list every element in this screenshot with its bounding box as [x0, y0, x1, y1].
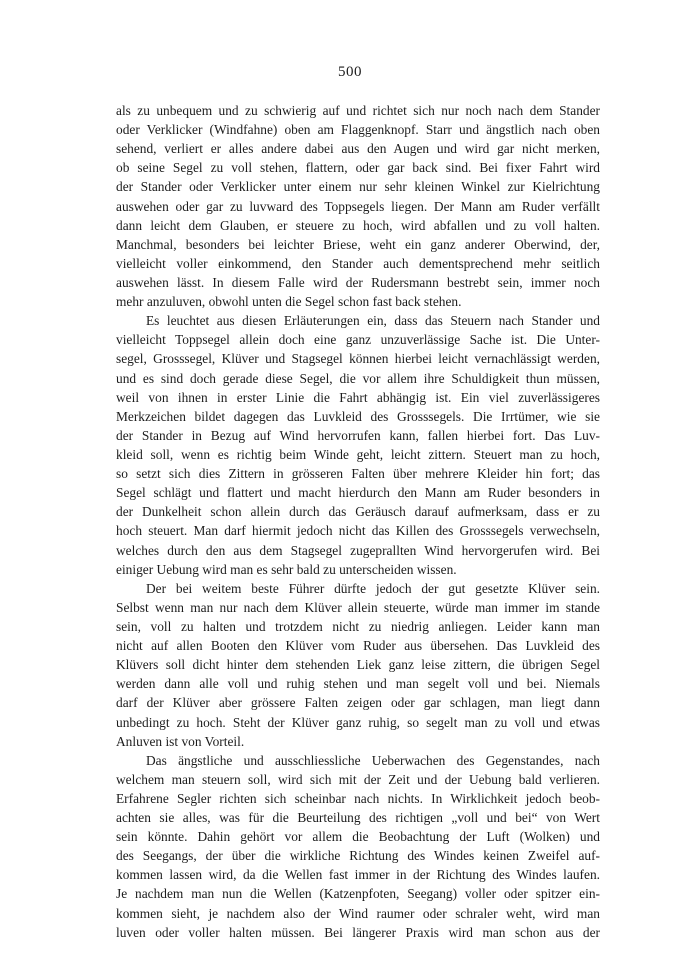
page-number: 500	[338, 64, 362, 80]
text-line: sein, voll zu halten und trotzdem nicht zu niedrig anliegen. Leider kann man	[116, 618, 600, 634]
text-line: luven oder voller halten müssen. Bei längerer Praxis wird man schon aus der	[116, 924, 600, 940]
text-line: Anluven ist von Vorteil.	[116, 733, 245, 749]
text-line: als zu unbequem und zu schwierig auf und richtet sich nur noch nach dem Stander	[116, 103, 600, 118]
text-line: Je nachdem man nun die Wellen (Katzenpfoten, Seegang) voller oder spitzer ein-	[116, 886, 600, 902]
paragraph	[116, 579, 600, 751]
text-line: des Seegangs, der über die wirkliche Richtung des Windes keinen Zweifel auf-	[116, 848, 600, 864]
text-line: mehr anzuluven, obwohl unten die Segel schon fast back stehen.	[116, 294, 462, 310]
text-line: welchem man steuern soll, wird sich mit der Zeit und der Uebung bald verlieren.	[116, 771, 600, 787]
text-line: Erfahrene Segler richten sich scheinbar nach nichts. In Wirklichkeit jedoch beob-	[116, 790, 600, 806]
text-line: der Dunkelheit schon allein durch das Geräusch darauf aufmerksam, dass er zu	[116, 504, 600, 520]
text-line: Das ängstliche und ausschliessliche Ueberwachen des Gegenstandes, nach	[146, 752, 600, 768]
text-line: Klüvers soll dicht hinter dem stehenden Liek ganz leise zittern, die übrigen Segel	[116, 657, 600, 673]
body-text	[116, 101, 600, 942]
text-line: welches durch den aus dem Stagsegel zugeprallten Wind hervorgerufen wird. Bei	[116, 542, 600, 558]
text-line: Selbst wenn man nur nach dem Klüver allein steuerte, würde man immer im stande	[116, 599, 600, 615]
text-line: weil von ihnen in erster Linie die Fahrt abhängig ist. Ein viel zuverlässigeres	[116, 389, 600, 405]
text-line: der Stander in Bezug auf Wind hervorrufen kann, fallen hierbei fort. Das Luv-	[116, 427, 600, 443]
paragraph	[116, 311, 600, 579]
text-line: hoch steuert. Man darf hiermit jedoch nicht das Killen des Grosssegels verwechseln,	[116, 523, 600, 539]
text-line: vielleicht Toppsegel allein doch eine ganz unzuverlässige Sache ist. Die Unter-	[116, 332, 600, 348]
text-line: auswehen lässt. In diesem Falle wird der Rudersmann bestrebt sein, immer noch	[116, 274, 600, 290]
text-line: achten sie alles, was für die Beurteilung des richtigen „voll und bei“ von Wert	[116, 810, 600, 826]
text-line: nicht auf allen Booten den Klüver vom Ruder aus übersehen. Das Luvkleid des	[116, 638, 600, 654]
text-line: ob seine Segel zu voll stehen, flattern, oder gar back sind. Bei fixer Fahrt wird	[116, 160, 600, 176]
text-line: sehend, verliert er alles andere dabei aus den Augen und wird gar nicht merken,	[116, 141, 600, 157]
text-line: sein könnte. Dahin gehört vor allem die Beobachtung der Luft (Wolken) und	[116, 829, 600, 845]
text-line: werden dann alle voll und ruhig stehen und man segelt voll und bei. Niemals	[116, 676, 600, 692]
text-line: auswehen oder gar zu luvward des Toppsegels liegen. Der Mann am Ruder verfällt	[116, 198, 600, 214]
text-line: Es leuchtet aus diesen Erläuterungen ein, dass das Steuern nach Stander und	[146, 313, 600, 329]
text-line: segel, Grosssegel, Klüver und Stagsegel können hierbei leicht vernachlässigt werden,	[116, 351, 600, 367]
text-line: oder Verklicker (Windfahne) oben am Flaggenknopf. Starr und ängstlich nach oben	[116, 122, 600, 138]
text-line: Merkzeichen bildet dagegen das Luvkleid des Grosssegels. Die Irrtümer, wie sie	[116, 408, 600, 424]
paragraph	[116, 751, 600, 942]
text-line: unbedingt zu hoch. Steht der Klüver ganz ruhig, so segelt man zu voll und etwas	[116, 714, 600, 730]
text-line: Segel schlägt und flattert und macht hierdurch den Mann am Ruder besonders in	[116, 485, 600, 501]
text-line: Manchmal, besonders bei leichter Briese, weht ein ganz anderer Oberwind, der,	[116, 236, 600, 252]
text-line: einiger Uebung wird man es sehr bald zu unterscheiden wissen.	[116, 561, 457, 577]
text-line: vielleicht voller einkommend, den Stander auch dementsprechend mehr seitlich	[116, 255, 600, 271]
text-line: kleid soll, wenn es richtig beim Winde geht, leicht zittern. Steuert man zu hoch,	[116, 446, 600, 462]
text-line: Der bei weitem beste Führer dürfte jedoch der gut gesetzte Klüver sein.	[146, 580, 600, 596]
text-line: dann leicht dem Glauben, er steuere zu hoch, wird abfallen und zu voll halten.	[116, 217, 600, 233]
text-line: kommen lassen wird, da die Wellen fast immer in der Richtung des Windes laufen.	[116, 867, 600, 883]
paragraph	[116, 101, 600, 311]
text-line: der Stander oder Verklicker unter einem nur sehr kleinen Winkel zur Kielrichtung	[116, 179, 600, 195]
text-line: so setzt sich dies Zittern in grösseren Falten über mehrere Kleider hin fort; das	[116, 466, 600, 482]
text-line: kommen sieht, je nachdem also der Wind raumer oder schraler weht, wird man	[116, 905, 600, 921]
text-line: und es sind doch gerade diese Segel, die vor allem ihre Schuldigkeit thun müssen,	[116, 370, 600, 386]
text-line: darf der Klüver aber grössere Falten zeigen oder gar schlagen, man liegt dann	[116, 695, 600, 711]
